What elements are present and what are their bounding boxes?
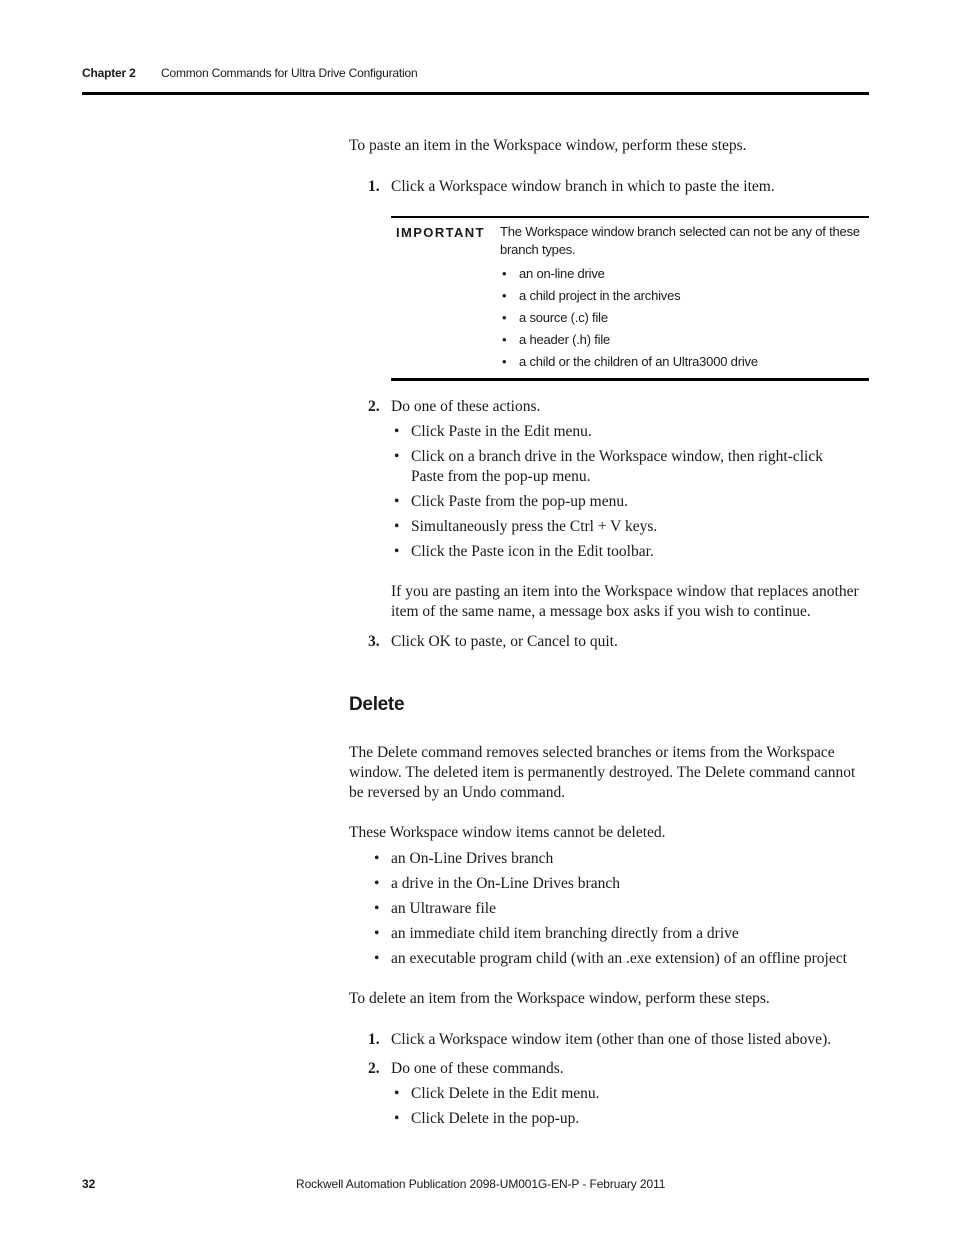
bullet-icon: • (502, 266, 507, 281)
bullet-icon: • (374, 925, 380, 942)
delete-step2-text: Do one of these commands. (391, 1060, 564, 1077)
bullet-icon: • (394, 423, 400, 440)
delete-cannot-intro: These Workspace window items cannot be deleted. (349, 824, 666, 841)
bullet-icon: • (394, 448, 400, 465)
paste-intro: To paste an item in the Workspace window, perform these steps. (349, 137, 747, 154)
important-list (500, 265, 758, 375)
bullet-icon: • (374, 900, 380, 917)
paste-step2-number: 2. (368, 398, 380, 415)
list-item: • Click Delete in the pop-up. (394, 1110, 580, 1127)
bullet-icon: • (394, 518, 400, 535)
section-heading-delete: Delete (349, 694, 405, 715)
delete-steps-intro: To delete an item from the Workspace window, perform these steps. (349, 990, 770, 1007)
list-item: • an Ultraware file (374, 900, 496, 917)
bullet-icon: • (502, 354, 507, 369)
page-number: 32 (82, 1177, 96, 1191)
list-item: • an immediate child item branching directly from a drive (374, 925, 739, 942)
bullet-icon: • (394, 1110, 400, 1127)
delete-description: The Delete command removes selected branches or items from the Workspace window. The deleted item is permanently destroyed. The Delete command cannot be reversed by an Undo command. (349, 744, 856, 801)
bullet-icon: • (394, 493, 400, 510)
list-item: • a source (.c) file (502, 310, 608, 325)
important-callout (391, 216, 869, 381)
important-text: The Workspace window branch selected can not be any of these branch types. (500, 224, 860, 257)
chapter-title: Common Commands for Ultra Drive Configuration (161, 66, 418, 80)
bullet-icon: • (394, 543, 400, 560)
delete-commands-list (391, 1084, 851, 1134)
list-item: • Click on a branch drive in the Workspace window, then right-click Paste from the pop-up menu. (394, 448, 823, 485)
paste-step2-text: Do one of these actions. (391, 398, 541, 415)
paste-step1-text: Click a Workspace window branch in which to paste the item. (391, 178, 775, 195)
delete-cannot-list (371, 849, 881, 974)
list-item: • an on-line drive (502, 266, 605, 281)
list-item: • a drive in the On-Line Drives branch (374, 875, 620, 892)
bullet-icon: • (374, 850, 380, 867)
bullet-icon: • (394, 1085, 400, 1102)
delete-step1-text: Click a Workspace window item (other than one of those listed above). (391, 1031, 832, 1048)
paste-step3-number: 3. (368, 633, 380, 650)
list-item: • Click Paste in the Edit menu. (394, 423, 592, 440)
paste-actions-list (391, 422, 851, 567)
bullet-icon: • (502, 310, 507, 325)
bullet-icon: • (502, 288, 507, 303)
delete-step1-number: 1. (368, 1031, 380, 1048)
important-label: IMPORTANT (396, 225, 485, 240)
chapter-label: Chapter 2 (82, 66, 136, 80)
page-header (82, 66, 869, 95)
bullet-icon: • (374, 875, 380, 892)
paste-step1-number: 1. (368, 178, 380, 195)
list-item: • a header (.h) file (502, 332, 611, 347)
list-item: • Click the Paste icon in the Edit toolbar. (394, 543, 654, 560)
publication-info: Rockwell Automation Publication 2098-UM001G-EN-P - February 2011 (296, 1177, 666, 1191)
list-item: • a child project in the archives (502, 288, 681, 303)
bullet-icon: • (502, 332, 507, 347)
paste-note: If you are pasting an item into the Workspace window that replaces another item of the same name, a message box asks if you wish to continue. (391, 583, 859, 620)
bullet-icon: • (374, 950, 380, 967)
delete-step2-number: 2. (368, 1060, 380, 1077)
paste-step3-text: Click OK to paste, or Cancel to quit. (391, 633, 618, 650)
list-item: • a child or the children of an Ultra3000 drive (502, 354, 758, 369)
list-item: • Click Delete in the Edit menu. (394, 1085, 600, 1102)
list-item: • an On-Line Drives branch (374, 850, 554, 867)
list-item: • Click Paste from the pop-up menu. (394, 493, 628, 510)
list-item: • Simultaneously press the Ctrl + V keys. (394, 518, 658, 535)
list-item: • an executable program child (with an .exe extension) of an offline project (374, 950, 847, 967)
